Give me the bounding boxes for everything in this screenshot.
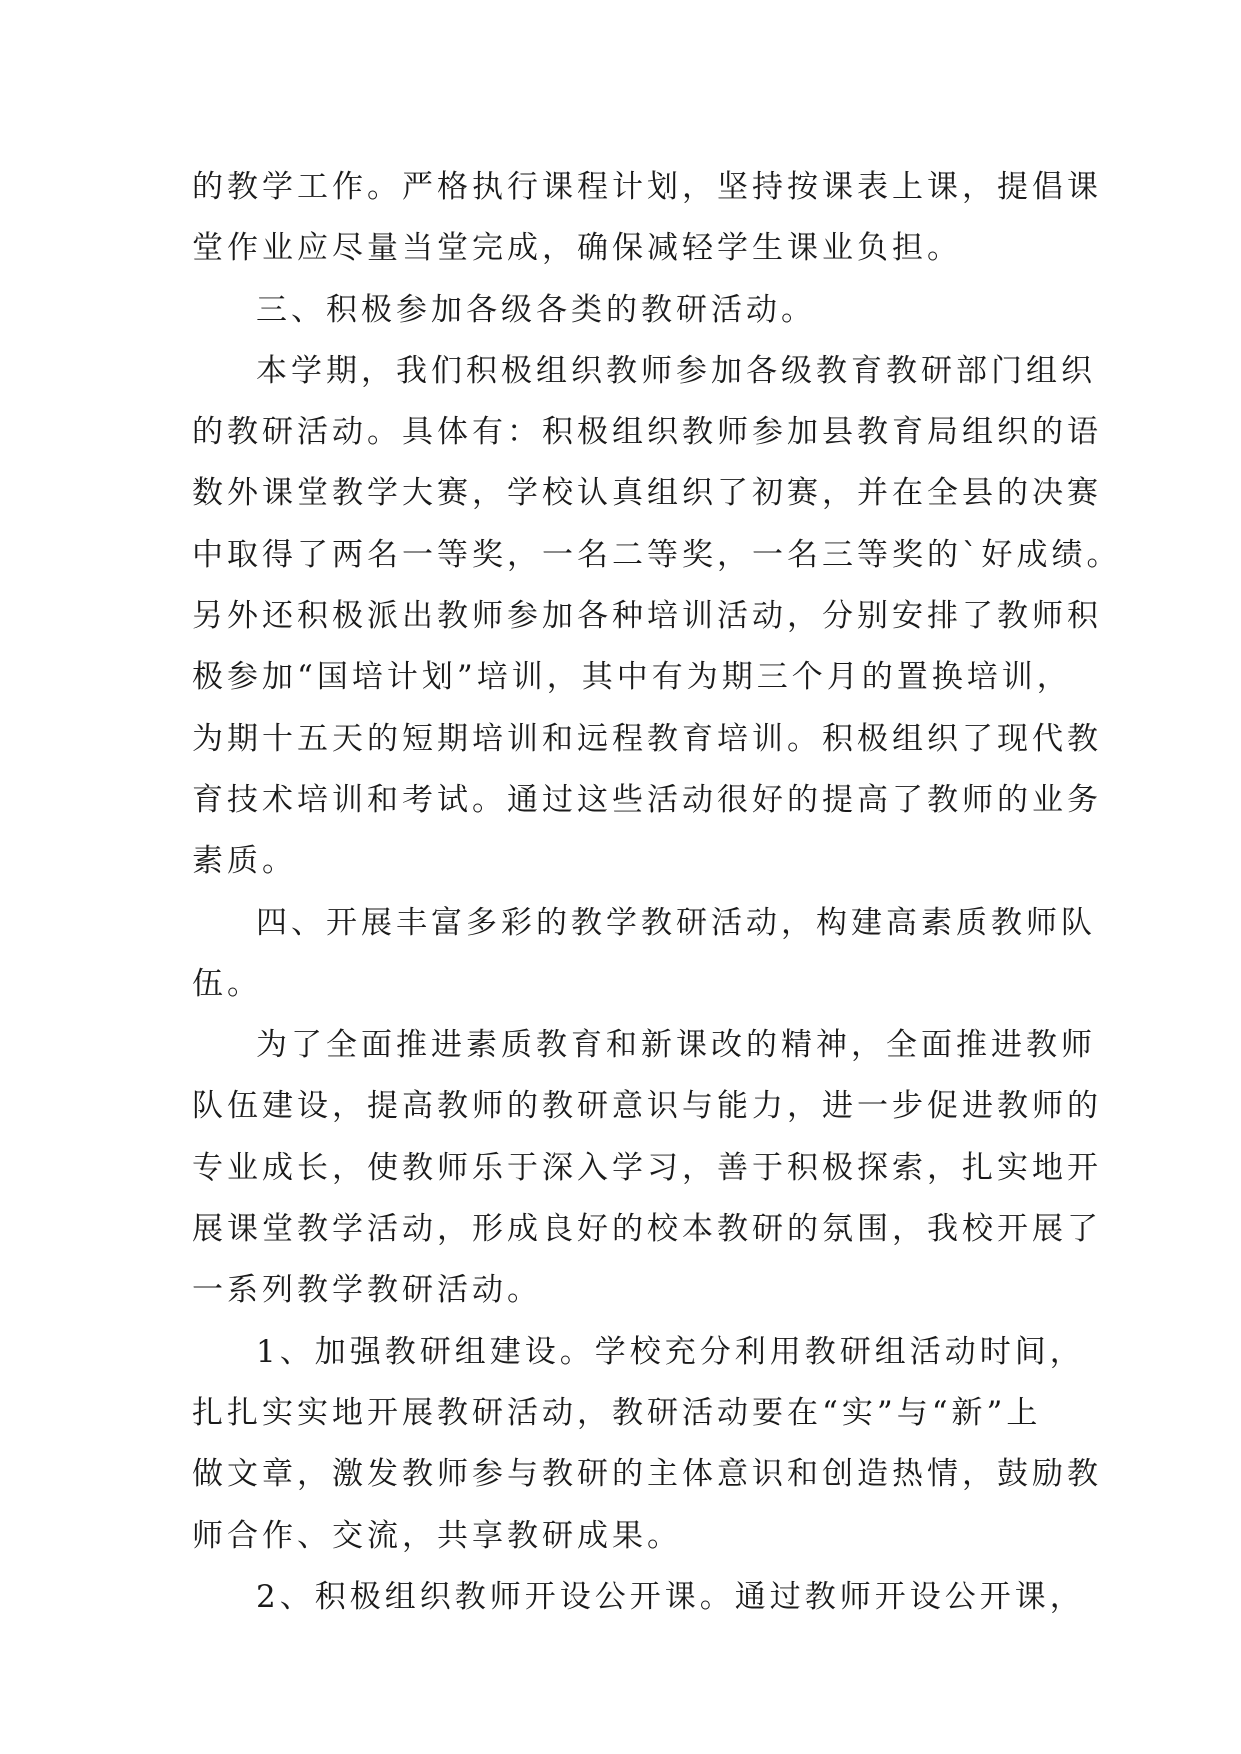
section-heading-4: 四、开展丰富多彩的教学教研活动，构建高素质教师队 xyxy=(256,904,1096,941)
text-line: 育技术培训和考试。通过这些活动很好的提高了教师的业务 xyxy=(192,781,1102,818)
text-line: 素质。 xyxy=(192,843,297,880)
text-line: 师合作、交流，共享教研成果。 xyxy=(192,1517,682,1554)
list-item-1: 1、加强教研组建设。学校充分利用教研组活动时间， xyxy=(256,1333,1085,1370)
text-line: 为了全面推进素质教育和新课改的精神，全面推进教师 xyxy=(256,1027,1096,1064)
text-line: 队伍建设，提高教师的教研意识与能力，进一步促进教师的 xyxy=(192,1088,1102,1125)
text-line: 数外课堂教学大赛，学校认真组织了初赛，并在全县的决赛 xyxy=(192,475,1102,512)
text-line: 扎扎实实地开展教研活动，教研活动要在“实”与“新”上 xyxy=(192,1394,1042,1431)
text-line: 展课堂教学活动，形成良好的校本教研的氛围，我校开展了 xyxy=(192,1211,1102,1248)
list-item-2: 2、积极组织教师开设公开课。通过教师开设公开课， xyxy=(256,1578,1085,1615)
section-heading-3: 三、积极参加各级各类的教研活动。 xyxy=(256,291,816,328)
document-body xyxy=(192,157,1122,1628)
text-line: 极参加“国培计划”培训，其中有为期三个月的置换培训， xyxy=(192,659,1072,696)
text-line: 伍。 xyxy=(192,965,262,1002)
text-line: 做文章，激发教师参与教研的主体意识和创造热情，鼓励教 xyxy=(192,1456,1102,1493)
text-line: 中取得了两名一等奖，一名二等奖，一名三等奖的`好成绩。 xyxy=(192,536,1122,573)
text-line: 堂作业应尽量当堂完成，确保减轻学生课业负担。 xyxy=(192,230,962,267)
text-line: 本学期，我们积极组织教师参加各级教育教研部门组织 xyxy=(256,352,1096,389)
text-line: 专业成长，使教师乐于深入学习，善于积极探索，扎实地开 xyxy=(192,1149,1102,1186)
text-line: 一系列教学教研活动。 xyxy=(192,1272,542,1309)
text-line: 为期十五天的短期培训和远程教育培训。积极组织了现代教 xyxy=(192,720,1102,757)
text-line: 的教学工作。严格执行课程计划，坚持按课表上课，提倡课 xyxy=(192,169,1102,205)
text-line: 的教研活动。具体有：积极组织教师参加县教育局组织的语 xyxy=(192,414,1102,451)
text-line: 另外还积极派出教师参加各种培训活动，分别安排了教师积 xyxy=(192,598,1102,635)
